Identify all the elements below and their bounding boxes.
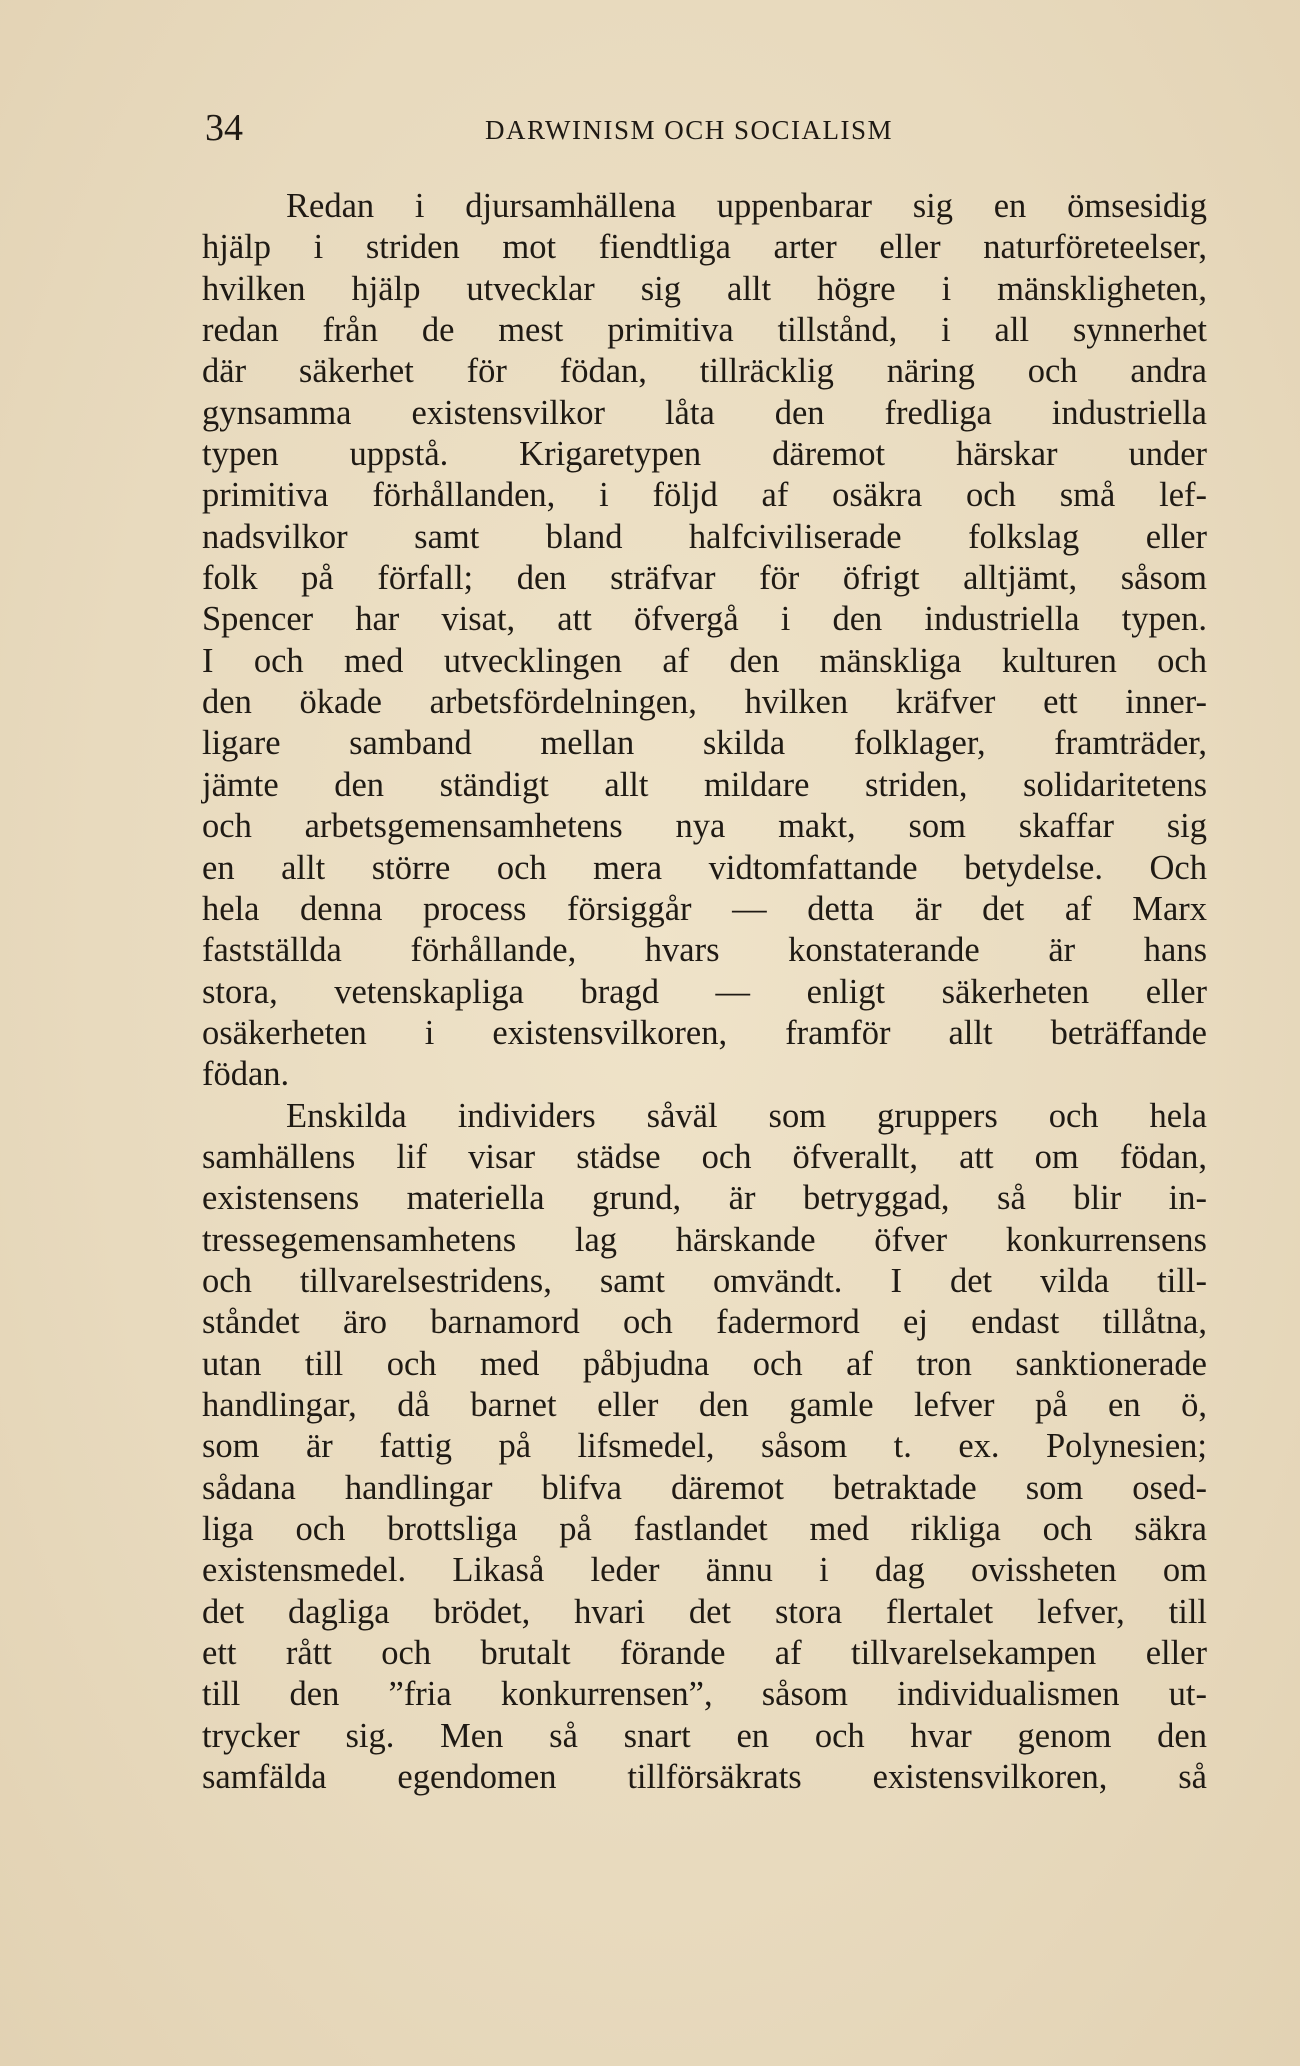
text-line: ett rått och brutalt förande af tillvarelsekampen eller <box>202 1634 1207 1673</box>
text-line: primitiva förhållanden, i följd af osäkra och små lef- <box>202 476 1207 515</box>
text-line: existensens materiella grund, är betryggad, så blir in- <box>202 1179 1207 1218</box>
text-line: typen uppstå. Krigaretypen däremot härskar under <box>202 435 1207 474</box>
text-line: sådana handlingar blifva däremot betraktade som osed- <box>202 1468 1207 1507</box>
text-line: trycker sig. Men så snart en och hvar genom den <box>202 1716 1207 1755</box>
text-line: ligare samband mellan skilda folklager, framträder, <box>202 724 1207 763</box>
text-line: handlingar, då barnet eller den gamle lefver på en ö, <box>202 1385 1207 1424</box>
text-line: fastställda förhållande, hvars konstaterande är hans <box>202 931 1207 970</box>
text-line: utan till och med påbjudna och af tron sanktionerade <box>202 1344 1207 1383</box>
body-text <box>202 186 1207 1798</box>
text-line: osäkerheten i existensvilkoren, framför allt beträffande <box>202 1013 1207 1052</box>
text-line: folk på förfall; den sträfvar för öfrigt alltjämt, såsom <box>202 559 1207 598</box>
text-line: redan från de mest primitiva tillstånd, i all synnerhet <box>202 311 1207 350</box>
text-line: hela denna process försiggår — detta är det af Marx <box>202 889 1207 928</box>
running-title: DARWINISM OCH SOCIALISM <box>485 115 894 145</box>
text-line: födan. <box>202 1055 290 1094</box>
text-line: jämte den ständigt allt mildare striden, solidaritetens <box>202 765 1207 804</box>
page-number: 34 <box>205 107 243 149</box>
text-line: hjälp i striden mot fiendtliga arter eller naturföreteelser, <box>202 228 1207 267</box>
text-line: hvilken hjälp utvecklar sig allt högre i mänskligheten, <box>202 269 1207 308</box>
text-line: Spencer har visat, att öfvergå i den industriella typen. <box>202 600 1207 639</box>
text-line: gynsamma existensvilkor låta den fredliga industriella <box>202 393 1207 432</box>
text-line: samhällens lif visar städse och öfverallt, att om födan, <box>202 1137 1207 1176</box>
page-header <box>205 104 1205 152</box>
text-line: och tillvarelsestridens, samt omvändt. I det vilda till- <box>202 1261 1207 1300</box>
text-line: tressegemensamhetens lag härskande öfver konkurrensens <box>202 1220 1207 1259</box>
text-line: till den ”fria konkurrensen”, såsom individualismen ut- <box>202 1675 1207 1714</box>
text-line: det dagliga brödet, hvari det stora flertalet lefver, till <box>202 1592 1207 1631</box>
text-line: I och med utvecklingen af den mänskliga kulturen och <box>202 641 1207 680</box>
text-line: den ökade arbetsfördelningen, hvilken kräfver ett inner- <box>202 683 1207 722</box>
text-line: som är fattig på lifsmedel, såsom t. ex. Polynesien; <box>202 1427 1207 1466</box>
text-line: nadsvilkor samt bland halfciviliserade folkslag eller <box>202 517 1207 556</box>
text-line: stora, vetenskapliga bragd — enligt säkerheten eller <box>202 972 1207 1011</box>
text-line: Enskilda individers såväl som gruppers och hela <box>286 1096 1207 1135</box>
text-line: liga och brottsliga på fastlandet med rikliga och säkra <box>202 1510 1207 1548</box>
text-line: där säkerhet för födan, tillräcklig näring och andra <box>202 352 1207 391</box>
text-line: Redan i djursamhällena uppenbarar sig en ömsesidig <box>286 187 1207 225</box>
text-line: en allt större och mera vidtomfattande betydelse. Och <box>202 848 1207 887</box>
text-line: samfälda egendomen tillförsäkrats existensvilkoren, så <box>202 1758 1207 1797</box>
text-line: ståndet äro barnamord och fadermord ej endast tillåtna, <box>202 1303 1207 1342</box>
text-line: existensmedel. Likaså leder ännu i dag ovissheten om <box>202 1551 1207 1590</box>
text-line: och arbetsgemensamhetens nya makt, som skaffar sig <box>202 807 1207 846</box>
